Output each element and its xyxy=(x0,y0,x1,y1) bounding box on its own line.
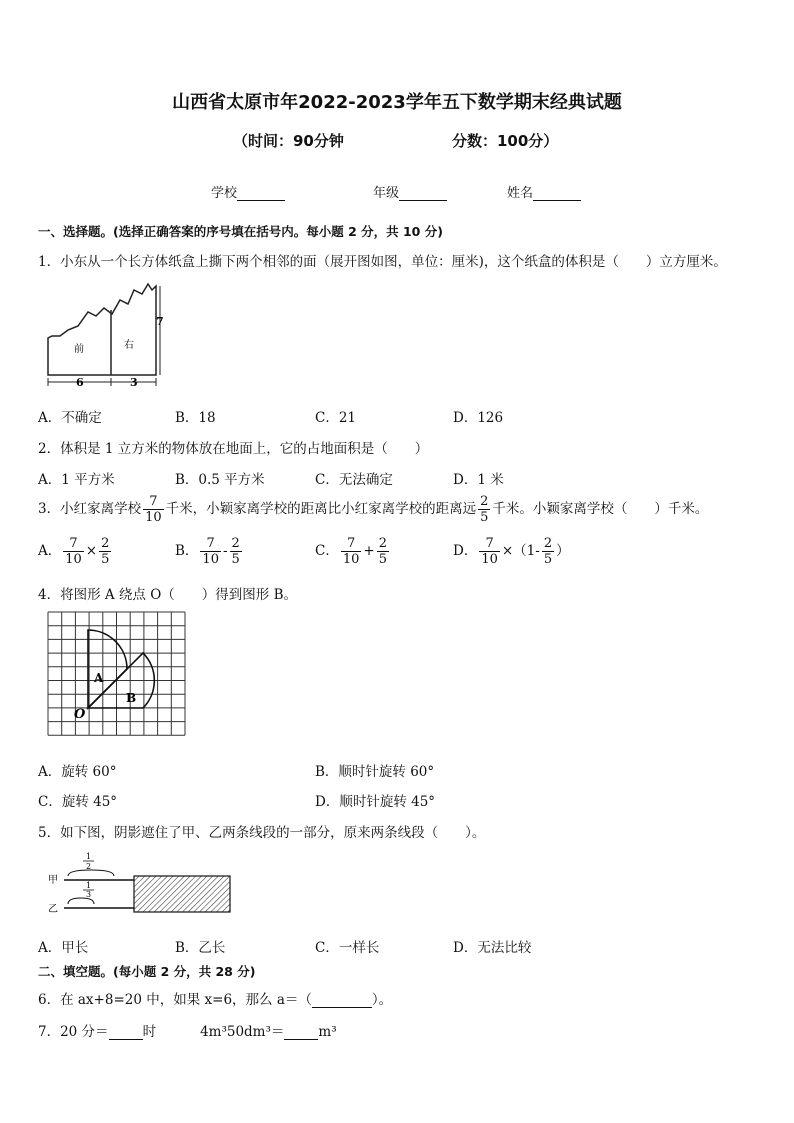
exam-time: （时间：90分钟 xyxy=(233,132,344,150)
school-blank[interactable] xyxy=(237,186,285,201)
q5-option-a[interactable]: A．甲长 xyxy=(38,940,89,956)
q4-option-c[interactable]: C．旋转 45° xyxy=(38,794,118,810)
q2-option-a[interactable]: A．1 平方米 xyxy=(38,472,115,488)
q4-label-b: B xyxy=(126,691,137,705)
q1-option-d[interactable]: D．126 xyxy=(453,410,504,426)
name-blank[interactable] xyxy=(533,186,581,201)
q4-label-o: O xyxy=(74,707,86,722)
q6-stem: 6．在 ax+8=20 中，如果 x=6，那么 a＝（ ）。 xyxy=(38,992,393,1008)
q3-stem-b: 千米，小颖家离学校的距离比小红家离学校的距离远 xyxy=(165,501,477,517)
name-label: 姓名 xyxy=(507,186,534,201)
q1-width-3: 3 xyxy=(130,376,138,389)
q1-net-figure xyxy=(38,280,168,392)
section2-heading: 二、填空题。(每小题 2 分，共 28 分) xyxy=(38,964,256,979)
q7-blank-2[interactable] xyxy=(284,1025,318,1040)
q3-stem-a: 3．小红家离学校 xyxy=(38,501,142,517)
school-label: 学校 xyxy=(211,186,238,201)
school-field[interactable] xyxy=(211,182,285,201)
q5-option-d[interactable]: D．无法比较 xyxy=(453,940,532,956)
q3-option-d[interactable]: D． $\frac{7}{10}$ ×（1- $\frac{2}{5}$ ） xyxy=(453,536,570,567)
q5-label-yi: 乙 xyxy=(48,904,58,915)
q5-label-jia: 甲 xyxy=(48,875,58,886)
section1-heading: 一、选择题。(选择正确答案的序号填在括号内。每小题 2 分，共 10 分) xyxy=(38,224,443,239)
grade-blank[interactable] xyxy=(399,186,447,201)
q2-stem: 2．体积是 1 立方米的物体放在地面上，它的占地面积是（ ） xyxy=(38,441,429,457)
q3-option-c[interactable]: C． $\frac{7}{10}$ + $\frac{2}{5}$ xyxy=(315,536,387,567)
q5-option-c[interactable]: C．一样长 xyxy=(315,940,380,956)
q5-frac-bot-den: 3 xyxy=(86,890,92,899)
q5-option-b[interactable]: B．乙长 xyxy=(175,940,226,956)
q1-option-c[interactable]: C．21 xyxy=(315,410,357,426)
q1-height-7: 7 xyxy=(156,315,164,328)
grade-field[interactable] xyxy=(373,182,447,201)
q1-right-label: 右 xyxy=(124,340,134,351)
q3-stem xyxy=(38,494,708,525)
q3-fraction-2-5: $\frac{2}{5}$ xyxy=(480,494,489,525)
q4-option-d[interactable]: D．顺时针旋转 45° xyxy=(315,794,436,810)
q1-option-a[interactable]: A．不确定 xyxy=(38,410,102,426)
q5-stem: 5．如下图，阴影遮住了甲、乙两条线段的一部分，原来两条线段（ ）。 xyxy=(38,825,486,841)
q5-frac-top-num: 1 xyxy=(86,852,92,861)
name-field[interactable] xyxy=(507,182,581,201)
q1-option-b[interactable]: B．18 xyxy=(175,410,216,426)
q3-option-b[interactable]: B． $\frac{7}{10}$ - $\frac{2}{5}$ xyxy=(175,536,240,567)
grade-label: 年级 xyxy=(373,186,400,201)
q3-fraction-7-10: $\frac{7}{10}$ xyxy=(145,494,162,525)
q3-stem-c: 千米。小颖家离学校（ ）千米。 xyxy=(492,501,709,517)
q6-blank[interactable] xyxy=(312,993,372,1008)
q4-option-b[interactable]: B．顺时针旋转 60° xyxy=(315,764,435,780)
q2-option-b[interactable]: B．0.5 平方米 xyxy=(175,472,265,488)
q5-segments-figure xyxy=(46,850,246,918)
q4-stem: 4．将图形 A 绕点 O（ ）得到图形 B。 xyxy=(38,587,297,603)
q1-stem: 1．小东从一个长方体纸盒上撕下两个相邻的面（展开图如图，单位：厘米)，这个纸盒的体积是（ ）立方厘米。 xyxy=(38,254,727,270)
q5-frac-top-den: 2 xyxy=(86,862,92,871)
q2-option-d[interactable]: D．1 米 xyxy=(453,472,504,488)
q5-shaded-block xyxy=(134,876,230,912)
page-title: 山西省太原市年2022-2023学年五下数学期末经典试题 xyxy=(172,92,622,113)
exam-score: 分数：100分） xyxy=(452,132,559,150)
q5-frac-bot-num: 1 xyxy=(86,881,92,890)
q7-blank-1[interactable] xyxy=(109,1025,143,1040)
q4-label-a: A xyxy=(94,671,104,685)
q4-option-a[interactable]: A．旋转 60° xyxy=(38,764,117,780)
q3-option-a[interactable]: A． $\frac{7}{10}$ × $\frac{2}{5}$ xyxy=(38,536,110,567)
q2-option-c[interactable]: C．无法确定 xyxy=(315,472,393,488)
q1-front-label: 前 xyxy=(74,344,84,355)
q4-grid-figure xyxy=(46,610,186,746)
q7-stem: 7．20 分＝ 时 4m³50dm³＝ m³ xyxy=(38,1024,337,1040)
q1-width-6: 6 xyxy=(76,376,84,389)
